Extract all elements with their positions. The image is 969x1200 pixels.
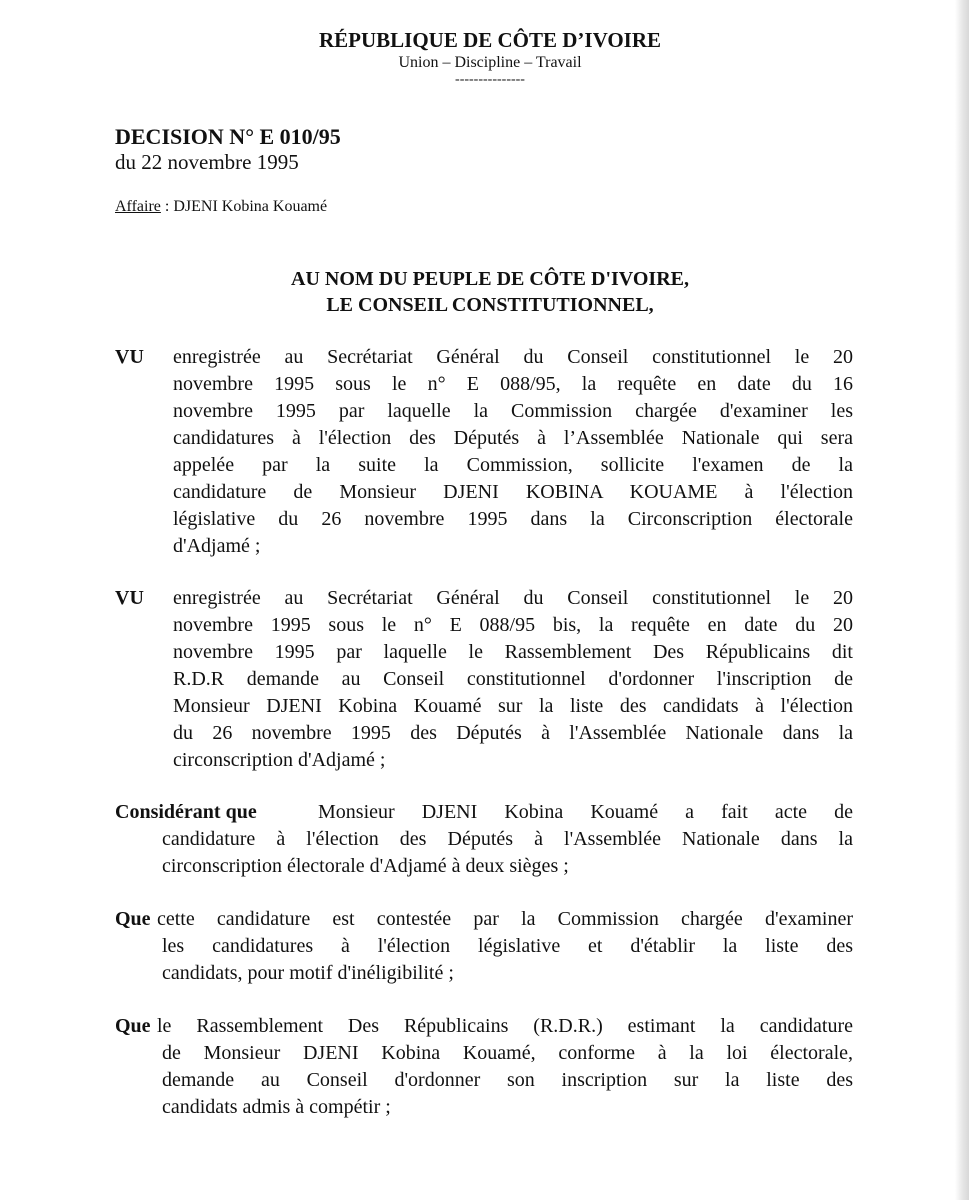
decision-date: du 22 novembre 1995 <box>115 150 299 174</box>
paragraph-line: novembre 1995 sous le n° E 088/95 bis, la requête en date du 20 <box>173 614 853 636</box>
paragraph-line: circonscription électorale d'Adjamé à deux sièges ; <box>162 855 569 877</box>
paragraph-lead: VU <box>115 346 144 368</box>
paragraph <box>115 344 853 560</box>
paragraph-line: candidature de Monsieur DJENI KOBINA KOUAME à l'élection <box>173 481 853 503</box>
paragraph-lead: Que <box>115 908 151 930</box>
decision-number: DECISION N° E 010/95 <box>115 124 341 149</box>
paragraph-line: le Rassemblement Des Républicains (R.D.R.) estimant la candidature <box>157 1015 853 1037</box>
paragraph-line: les candidatures à l'élection législative et d'établir la liste des <box>162 935 853 957</box>
preamble-line-2: LE CONSEIL CONSTITUTIONNEL, <box>326 294 654 316</box>
paragraph-line: candidature à l'élection des Députés à l'Assemblée Nationale dans la <box>162 828 853 850</box>
paragraph-lead: Considérant que <box>115 801 257 823</box>
preamble-line-1: AU NOM DU PEUPLE DE CÔTE D'IVOIRE, <box>291 268 689 290</box>
page-edge-shadow <box>955 0 969 1200</box>
paragraph-line: candidats admis à compétir ; <box>162 1096 391 1118</box>
paragraph-line: enregistrée au Secrétariat Général du Conseil constitutionnel le 20 <box>173 346 853 368</box>
paragraph-line: cette candidature est contestée par la Commission chargée d'examiner <box>157 908 853 930</box>
paragraph-line: enregistrée au Secrétariat Général du Conseil constitutionnel le 20 <box>173 587 853 609</box>
paragraph-lead: VU <box>115 587 144 609</box>
affaire-value: : DJENI Kobina Kouamé <box>160 198 328 215</box>
paragraph-line: appelée par la suite la Commission, sollicite l'examen de la <box>173 454 853 476</box>
separator: --------------- <box>455 72 525 87</box>
paragraph <box>115 799 853 880</box>
paragraph-line: novembre 1995 sous le n° E 088/95, la requête en date du 16 <box>173 373 853 395</box>
paragraph-line: de Monsieur DJENI Kobina Kouamé, conforme à la loi électorale, <box>162 1042 853 1064</box>
paragraph-line: demande au Conseil d'ordonner son inscription sur la liste des <box>162 1069 853 1091</box>
paragraph-line: candidatures à l'élection des Députés à l’Assemblée Nationale qui sera <box>173 427 853 449</box>
affaire-label: Affaire <box>115 198 161 215</box>
national-motto: Union – Discipline – Travail <box>398 54 582 71</box>
paragraph-line: d'Adjamé ; <box>173 535 261 557</box>
paragraph-line: Monsieur DJENI Kobina Kouamé sur la liste des candidats à l'élection <box>173 695 853 717</box>
paragraph-line: novembre 1995 par laquelle le Rassemblement Des Républicains dit <box>173 641 853 663</box>
paragraph <box>115 906 853 987</box>
paragraph-line: du 26 novembre 1995 des Députés à l'Assemblée Nationale dans la <box>173 722 853 744</box>
paragraph-line: novembre 1995 par laquelle la Commission chargée d'examiner les <box>173 400 853 422</box>
paragraph-line: candidats, pour motif d'inéligibilité ; <box>162 962 454 984</box>
paragraph-line: Monsieur DJENI Kobina Kouamé a fait acte de <box>318 801 853 823</box>
paragraph <box>115 1013 853 1121</box>
paragraph-line: législative du 26 novembre 1995 dans la Circonscription électorale <box>173 508 853 530</box>
paragraph <box>115 585 853 774</box>
paragraph-line: circonscription d'Adjamé ; <box>173 749 386 771</box>
paragraph-line: R.D.R demande au Conseil constitutionnel d'ordonner l'inscription de <box>173 668 853 690</box>
republic-title: RÉPUBLIQUE DE CÔTE D’IVOIRE <box>318 28 662 52</box>
paragraph-lead: Que <box>115 1015 151 1037</box>
affaire <box>115 198 327 216</box>
